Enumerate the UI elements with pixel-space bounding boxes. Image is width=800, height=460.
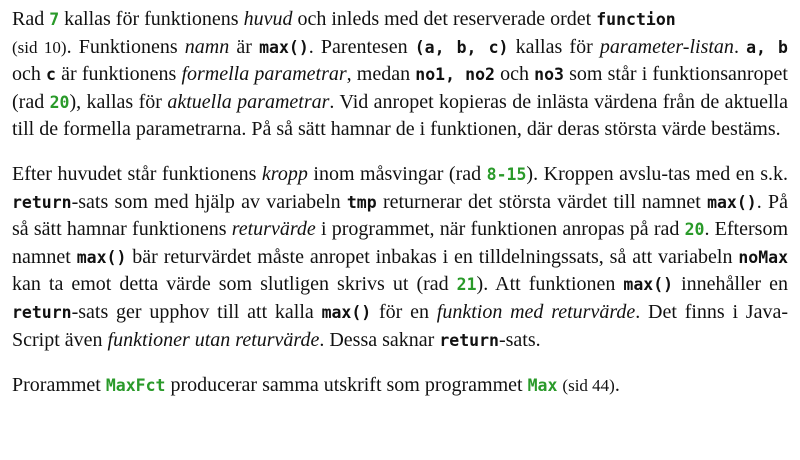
code-return: return	[12, 192, 72, 212]
line-ref-8-15: 8-15	[486, 164, 527, 184]
code-ab: a, b	[746, 37, 788, 57]
term-aktuella: aktuella parametrar	[167, 90, 330, 113]
text: kallas för	[508, 35, 600, 58]
code-max: max()	[321, 302, 372, 322]
text: bär returvärdet måste anropet inbakas i en tilldelningssats, så att variabeln	[126, 245, 739, 268]
text: och inleds med det reserverade ordet	[292, 8, 597, 30]
code-max: max()	[623, 275, 674, 295]
code-no1no2: no1, no2	[415, 65, 495, 85]
term-funktioner-utan-returvarde: funktioner utan returvärde	[107, 328, 320, 351]
text: returnerar det största värdet till namnet	[376, 190, 708, 213]
text: producerar samma utskrift som programmet	[165, 374, 528, 397]
term-returvarde: returvärde	[231, 218, 316, 241]
code-max: max()	[707, 192, 757, 212]
text: är	[229, 35, 260, 58]
code-tmp: tmp	[346, 192, 377, 212]
text: . Funktionens	[66, 35, 185, 58]
text: kallas för funktionens	[59, 8, 244, 30]
code-params: (a, b, c)	[414, 37, 509, 57]
page-ref-sid10: (sid 10)	[12, 37, 67, 57]
page-ref-sid44: (sid 44)	[562, 376, 615, 396]
text: som står i funktionsanropet (rad	[12, 63, 788, 113]
text: och	[12, 63, 47, 86]
code-max: max()	[259, 37, 309, 57]
code-function: function	[596, 10, 676, 29]
text: . Dessa saknar	[319, 328, 440, 351]
code-nomax: noMax	[738, 247, 789, 267]
text: Efter huvudet står funktionens	[12, 162, 262, 185]
paragraph-program-note	[12, 372, 788, 400]
text: . Parentesen	[308, 35, 415, 58]
term-huvud: huvud	[243, 8, 293, 30]
line-ref-20: 20	[684, 220, 705, 240]
text: Rad	[12, 8, 50, 30]
line-ref-7: 7	[49, 10, 60, 29]
term-formella: formella parametrar	[181, 63, 347, 86]
text: är funktionens	[55, 63, 182, 86]
text: . Eftersom namnet	[12, 218, 788, 268]
text: .	[733, 35, 747, 58]
text: , medan	[346, 63, 416, 86]
text: . På så sätt hamnar funktionens	[12, 190, 788, 241]
text: och	[494, 63, 535, 86]
text: ). Att funktionen	[476, 273, 624, 296]
program-name-max: Max	[527, 376, 558, 396]
paragraph-function-body	[12, 161, 788, 354]
text: kan ta emot detta värde som slutligen skrivs ut (rad	[12, 273, 457, 296]
code-return: return	[439, 330, 499, 350]
text: ), kallas för	[69, 90, 168, 113]
term-parameterlistan: parameter-listan	[599, 35, 734, 58]
text: Proramm​et	[12, 374, 106, 397]
term-kropp: kropp	[261, 162, 308, 185]
code-no3: no3	[534, 65, 564, 85]
line-ref-21: 21	[456, 275, 477, 295]
text: i programmet, när funktionen anropas på rad	[315, 218, 685, 241]
text: ). Kroppen avslu-tas med en s.k.	[526, 162, 789, 185]
text: . Det finns i Java-Script även	[12, 300, 789, 351]
text: -sats som med hjälp av variabeln	[71, 190, 347, 213]
code-max: max()	[76, 247, 127, 267]
text: för en	[371, 300, 437, 323]
term-funktion-med-returvarde: funktion med returvärde	[436, 300, 636, 323]
text: .	[614, 374, 620, 397]
term-namn: namn	[184, 35, 230, 58]
paragraph-function-header	[12, 6, 788, 143]
program-name-maxfct: MaxFct	[105, 376, 166, 396]
code-c: c	[46, 65, 56, 85]
text: -sats.	[498, 328, 541, 351]
line-ref-20: 20	[49, 92, 70, 112]
text: innehåller en	[673, 273, 788, 296]
text: . Vid anropet kopieras de inlästa värdena från de aktuella till de formella parametrarna. På så sätt hamnar de i funktionen, där deras största värde bestäms.	[12, 90, 788, 141]
text: inom måsvingar (rad	[307, 162, 487, 185]
code-return: return	[12, 302, 72, 322]
text: -sats ger upphov till att kalla	[71, 300, 322, 323]
